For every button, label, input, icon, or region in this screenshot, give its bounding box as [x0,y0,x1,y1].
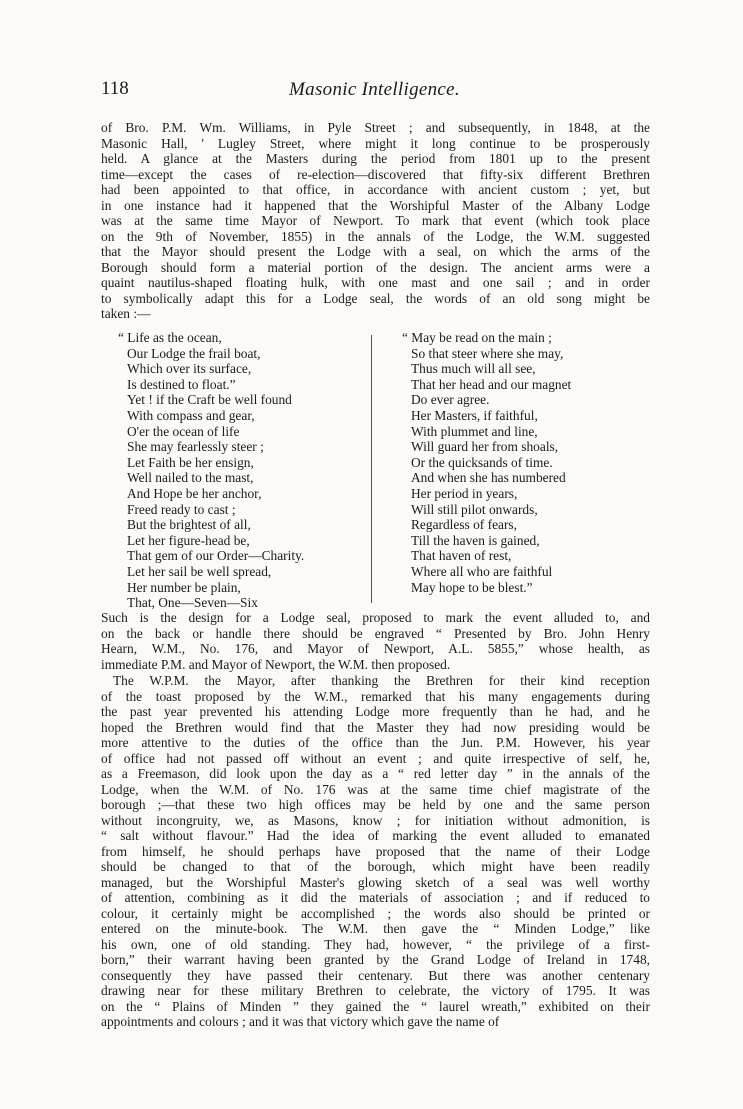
poem-line: That haven of rest, [411,548,512,564]
poem-line: Is destined to float.” [127,376,236,392]
text-line: held. A glance at the Masters during the period from 1801 up to the present [101,151,650,166]
poem-line: Her number be plain, [127,579,241,595]
paragraph-1 [101,120,650,322]
text-line: of the toast proposed by the W.M., remarked that his many engagements during [101,688,650,704]
text-line: of attention, combining as it did the materials of association ; and if reduced to [101,890,650,905]
text-line: had been appointed to that office, in accordance with ancient custom ; yet, but [101,182,650,197]
text-line: more attentive to the duties of the office than the Jun. P.M. However, his year [101,735,650,750]
poem-line: That gem of our Order—Charity. [127,548,305,564]
poem-line: May hope to be blest.” [411,579,533,595]
page-header [101,78,648,104]
poem-line: Will still pilot onwards, [411,501,538,517]
text-line: Borough should form a material portion of the design. The ancient arms were a [101,259,650,275]
poem-line: Her period in years, [411,485,518,501]
text-line: on the 9th of November, 1855) in the annals of the Lodge, the W.M. suggested [101,228,650,244]
text-line: The W.P.M. the Mayor, after thanking the Brethren for their kind reception [113,673,650,688]
text-line: in one instance had it happened that the Worshipful Master of the Albany Lodge [101,197,650,213]
text-line: of Bro. P.M. Wm. Williams, in Pyle Street ; and subsequently, in 1848, at the [101,120,650,135]
poem-line: Let Faith be her ensign, [127,454,254,470]
text-line: without incongruity, we, as Masons, know ; for initiation without admonition, is [101,812,650,828]
text-line: Lodge, when the W.M. of No. 176 was at the same time chief magistrate of the [101,781,650,797]
text-line: time—except the cases of re-election—discovered that fifty-six different Brethren [101,166,650,182]
text-line: colour, it certainly might be accomplished ; the words also should be printed or [101,905,650,921]
text-line: his own, one of old standing. They had, however, “ the privilege of a first- [101,936,650,952]
poem-line: Where all who are faithful [411,563,553,579]
paragraph-2 [101,610,650,672]
text-line: born,” their warrant having been granted by the Grand Lodge of Ireland in 1748, [101,952,650,967]
poem-line: That her head and our magnet [411,376,572,392]
text-line: managed, but the Worshipful Master's glowing sketch of a seal was well worthy [101,874,650,890]
poem-line: Let her sail be well spread, [127,563,272,579]
text-line: drawing near for these military Brethren to celebrate, the victory of 1795. It was [101,983,650,998]
poem-column-right [402,330,571,595]
text-line: of office had not passed off without an event ; and quite irrespective of self, he, [101,750,650,766]
poem-line: Freed ready to cast ; [127,501,236,517]
poem-line: Well nailed to the mast, [127,470,254,486]
poem-line: Will guard her from shoals, [411,439,559,455]
text-line: immediate P.M. and Mayor of Newport, the W.M. then proposed. [101,656,451,672]
text-line: the past year prevented his attending Lodge more frequently than he had, and he [101,704,650,719]
poem-line: O'er the ocean of life [127,423,240,439]
running-title: Masonic Intelligence. [289,79,460,100]
poem-line: Or the quicksands of time. [411,454,553,470]
text-line: was at the same time Mayor of Newport. To mark that event (which took place [101,213,650,228]
text-line: on the back or handle there should be engraved “ Presented by Bro. John Henry [101,625,650,641]
poem-line: With plummet and line, [411,423,538,439]
text-line: that the Mayor should present the Lodge with a seal, on which the arms of the [101,244,650,259]
poem-line: That, One—Seven—Six [127,595,258,611]
poem-line: And Hope be her anchor, [127,485,262,501]
poem-line: Do ever agree. [411,392,490,408]
poem-line: “ Life as the ocean, [118,330,222,345]
poem-line: Let her figure-head be, [127,532,250,548]
text-line: as a Freemason, did look upon the day as a “ red letter day ” in the annals of the [101,766,650,781]
poem-line: Which over its surface, [127,361,252,377]
poem [118,330,628,611]
poem-line: Yet ! if the Craft be well found [127,392,292,408]
text-line: taken :— [101,306,151,321]
text-line: quaint nautilus-shaped floating hulk, with one mast and one sail ; and in order [101,275,650,290]
poem-line: “ May be read on the main ; [402,330,552,345]
text-line: from himself, he should perhaps have proposed that the name of their Lodge [101,843,650,859]
text-line: Hearn, W.M., No. 176, and Mayor of Newport, A.L. 5855,” whose health, as [101,641,650,656]
poem-line: But the brightest of all, [127,517,251,533]
poem-line: Her Masters, if faithful, [411,407,538,423]
poem-line: She may fearlessly steer ; [127,439,264,455]
text-line: should be changed to that of the borough, which might have been readily [101,859,650,874]
poem-line: Our Lodge the frail boat, [127,345,261,361]
text-line: on the “ Plains of Minden ” they gained the “ laurel wreath,” exhibited on their [101,998,650,1014]
page-number: 118 [101,78,129,99]
poem-line: Thus much will all see, [411,361,536,377]
text-line: Masonic Hall, ' Lugley Street, where might it long continue to be prosperously [101,135,650,151]
text-line: consequently they have passed their centenary. But there was another centenary [101,967,650,983]
text-line: Such is the design for a Lodge seal, proposed to mark the event alluded to, and [101,610,650,625]
text-line: entered on the minute-book. The W.M. then gave the “ Minden Lodge,” like [101,921,650,936]
poem-column-divider [371,335,372,603]
text-line: “ salt without flavour.” Had the idea of marking the event alluded to emanated [101,828,650,843]
poem-column-left [118,330,304,611]
text-line: borough ;—that these two high offices may be held by one and the same person [101,797,650,812]
poem-line: And when she has numbered [411,470,566,486]
text-line: appointments and colours ; and it was that victory which gave the name of [101,1014,500,1029]
text-line: to symbolically adapt this for a Lodge seal, the words of an old song might be [101,290,650,306]
poem-line: With compass and gear, [127,407,255,423]
poem-line: So that steer where she may, [411,345,564,361]
paragraph-3 [101,673,650,1030]
poem-line: Regardless of fears, [411,517,517,533]
poem-line: Till the haven is gained, [411,532,540,548]
text-line: hoped the Brethren would find that the Master they had now presiding would be [101,719,650,735]
